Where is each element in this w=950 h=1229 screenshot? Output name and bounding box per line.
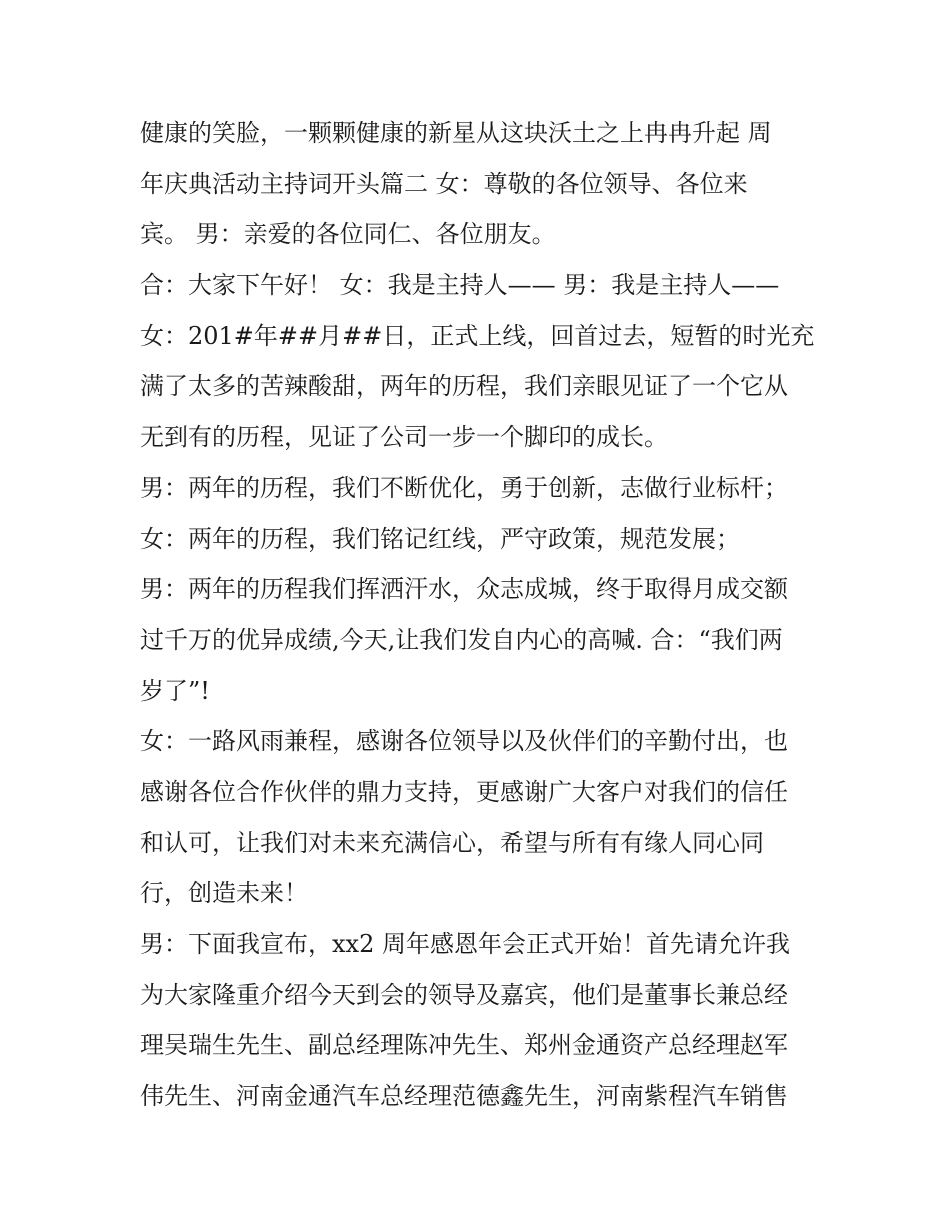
text-line: 女：一路风雨兼程，感谢各位领导以及伙伴们的辛勤付出，也 [140, 727, 788, 756]
text-line: 满了太多的苦辣酸甜，两年的历程，我们亲眼见证了一个它从 [140, 372, 788, 401]
text-line: 男：两年的历程，我们不断优化，勇于创新，志做行业标杆； [140, 473, 788, 502]
document-body [140, 108, 820, 1122]
text-line: 男：两年的历程我们挥洒汗水，众志成城，终于取得月成交额 [140, 575, 788, 604]
text-line: 年庆典活动主持词开头篇二 女：尊敬的各位领导、各位来 [140, 169, 748, 198]
text-line: 岁了”! [140, 676, 210, 705]
text-line: 伟先生、河南金通汽车总经理范德鑫先生，河南紫程汽车销售 [140, 1082, 788, 1111]
text-line: 为大家隆重介绍今天到会的领导及嘉宾，他们是董事长兼总经 [140, 980, 788, 1009]
text-line: 男：下面我宣布，xx2 周年感恩年会正式开始！首先请允许我 [140, 930, 790, 958]
text-line: 理吴瑞生先生、副总经理陈冲先生、郑州金通资产总经理赵军 [140, 1031, 788, 1060]
text-line: 宾。 男：亲爱的各位同仁、各位朋友。 [140, 220, 556, 249]
text-line: 和认可，让我们对未来充满信心，希望与所有有缘人同心同 [140, 828, 764, 857]
text-line: 感谢各位合作伙伴的鼎力支持，更感谢广大客户对我们的信任 [140, 777, 788, 806]
text-line: 健康的笑脸，一颗颗健康的新星从这块沃土之上冉冉升起 周 [140, 119, 772, 147]
text-line: 无到有的历程，见证了公司一步一个脚印的成长。 [140, 423, 668, 452]
text-line: 行，创造未来！ [140, 879, 308, 908]
text-line: 女：201#年##月##日，正式上线，回首过去，短暂的时光充 [140, 321, 815, 350]
text-line: 合：大家下午好！ 女：我是主持人—— 男：我是主持人—— [140, 271, 780, 300]
text-line: 过千万的优异成绩,今天,让我们发自内心的高喊. 合：“我们两 [140, 625, 783, 654]
text-line: 女：两年的历程，我们铭记红线，严守政策，规范发展； [140, 524, 740, 553]
